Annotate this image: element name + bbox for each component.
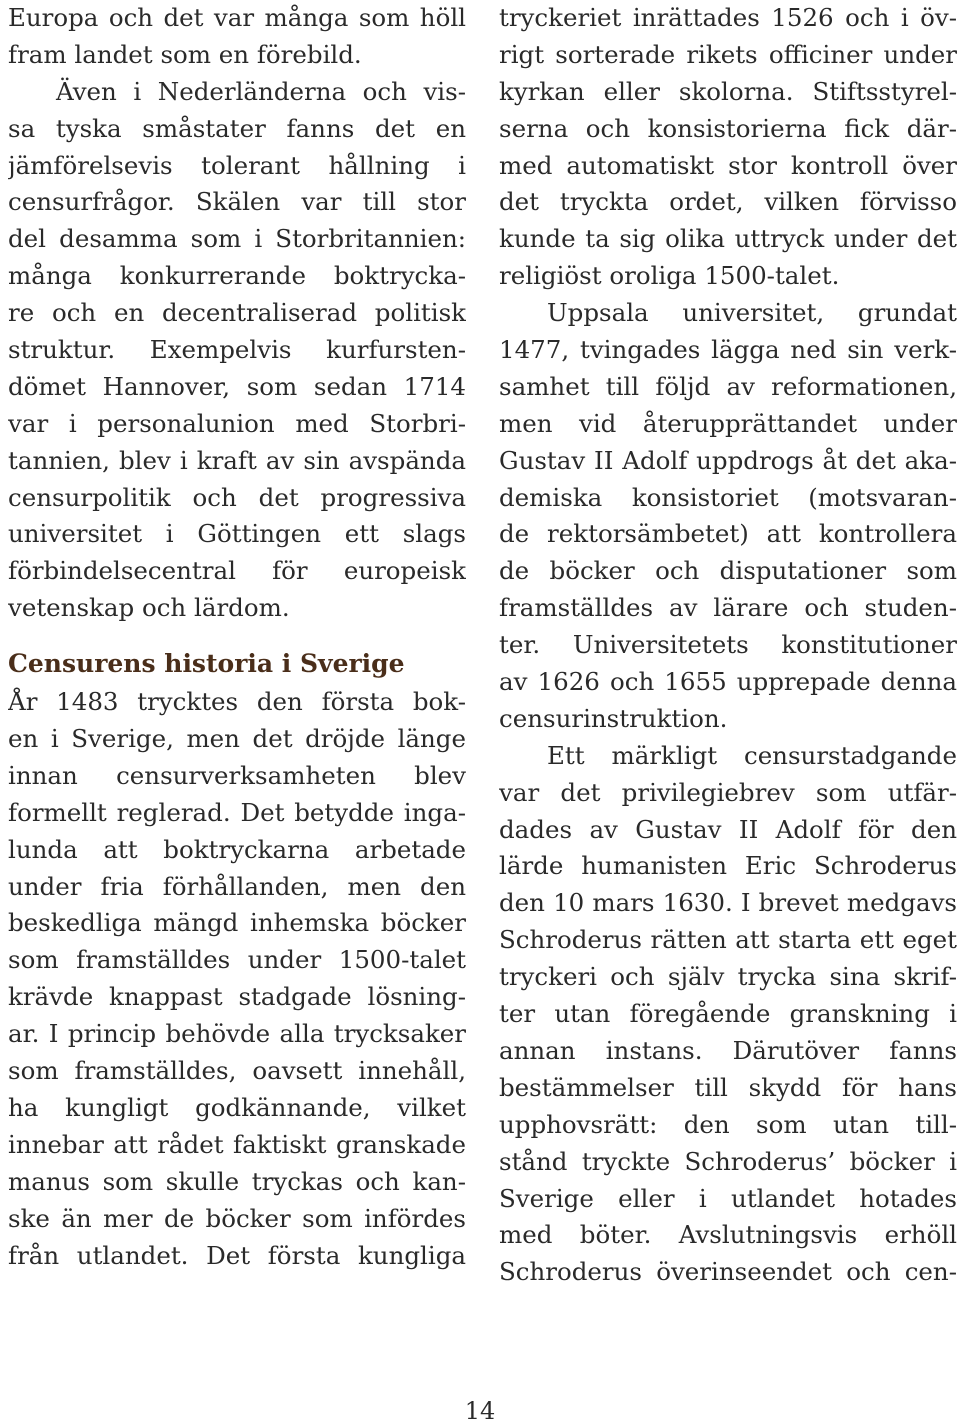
text-line: kunde ta sig olika uttryck under det [499, 224, 957, 254]
paragraph [499, 738, 957, 1291]
text-line: censurinstruktion. [499, 703, 728, 733]
text-line: ter utan föregående granskning i [499, 999, 957, 1029]
text-line: universitet i Göttingen ett slags [8, 519, 466, 549]
text-line: ar. I princip behövde alla trycksaker [8, 1019, 466, 1049]
text-line: en i Sverige, men det dröjde länge [8, 724, 466, 754]
page-number: 14 [464, 1397, 496, 1425]
text-line: annan instans. Därutöver fanns [499, 1035, 957, 1065]
text-line: det tryckta ordet, vilken förvisso [499, 187, 957, 217]
section-heading: Censurens historia i Sverige [8, 649, 405, 679]
text-line: förbindelsecentral för europeisk [8, 556, 466, 586]
text-line: beskedliga mängd inhemska böcker [8, 908, 466, 938]
paragraph [8, 0, 466, 74]
text-line: 1477, tvingades lägga ned sin verk- [499, 335, 957, 365]
text-line: med automatiskt stor kontroll över [499, 150, 957, 180]
text-line: som framställdes under 1500-talet [8, 945, 466, 975]
text-line: Schroderus överinseendet och cen- [499, 1257, 957, 1287]
text-line: Även i Nederländerna och vis- [56, 76, 466, 106]
text-line: jämförelsevis tolerant hållning i [8, 150, 466, 180]
text-line: sa tyska småstater fanns det en [8, 113, 466, 143]
text-line: dömet Hannover, som sedan 1714 [8, 371, 466, 401]
text-line: ske än mer de böcker som infördes [8, 1203, 466, 1233]
text-line: innebar att rådet faktiskt granskade [8, 1129, 466, 1159]
text-line: Uppsala universitet, grundat [547, 298, 957, 328]
text-line: var i personalunion med Storbri- [8, 408, 466, 438]
paragraph [8, 74, 466, 627]
text-line: stånd tryckte Schroderus’ böcker i [499, 1146, 957, 1176]
paragraph [8, 684, 466, 1274]
text-line: formellt reglerad. Det betydde inga- [8, 797, 466, 827]
text-line: demiska konsistoriet (motsvaran- [499, 482, 957, 512]
text-line: de böcker och disputationer som [499, 556, 957, 586]
text-line: innan censurverksamheten blev [8, 760, 466, 790]
text-line: tannien, blev i kraft av sin avspända [8, 445, 466, 475]
text-line: som framställdes, oavsett innehåll, [8, 1056, 466, 1086]
text-line: många konkurrerande boktrycka- [8, 261, 466, 291]
text-line: Gustav II Adolf uppdrogs åt det aka- [499, 445, 957, 475]
text-line: serna och konsistorierna fick där- [499, 113, 957, 143]
text-line: den 10 mars 1630. I brevet medgavs [499, 888, 957, 918]
text-line: manus som skulle tryckas och kan- [8, 1166, 466, 1196]
text-line: Schroderus rätten att starta ett eget [499, 925, 957, 955]
text-line: struktur. Exempelvis kurfursten- [8, 335, 466, 365]
text-line: under fria förhållanden, men den [8, 871, 466, 901]
text-line: kyrkan eller skolorna. Stiftsstyrel- [499, 76, 957, 106]
text-line: re och en decentraliserad politisk [8, 298, 466, 328]
text-line: fram landet som en förebild. [8, 39, 362, 69]
text-line: lunda att boktryckarna arbetade [8, 834, 466, 864]
right-column [499, 0, 957, 1291]
text-line: dades av Gustav II Adolf för den [499, 814, 957, 844]
text-line: religiöst oroliga 1500-talet. [499, 261, 840, 291]
paragraph [499, 295, 957, 738]
text-line: av 1626 och 1655 upprepade denna [499, 667, 957, 697]
text-line: Ett märkligt censurstadgande [547, 740, 957, 770]
text-line: År 1483 trycktes den första bok- [8, 687, 466, 717]
text-line: ha kungligt godkännande, vilket [8, 1092, 466, 1122]
text-line: censurpolitik och det progressiva [8, 482, 466, 512]
text-line: upphovsrätt: den som utan till- [499, 1109, 957, 1139]
text-line: lärde humanisten Eric Schroderus [499, 851, 957, 881]
text-line: var det privilegiebrev som utfär- [499, 777, 957, 807]
text-line: Sverige eller i utlandet hotades [499, 1183, 957, 1213]
text-line: med böter. Avslutningsvis erhöll [499, 1220, 957, 1250]
text-line: ter. Universitetets konstitutioner [499, 630, 957, 660]
text-line: krävde knappast stadgade lösning- [8, 982, 466, 1012]
text-line: från utlandet. Det första kungliga [8, 1240, 466, 1270]
text-line: Europa och det var många som höll [8, 3, 466, 32]
text-line: men vid återupprättandet under [499, 408, 957, 438]
text-line: del desamma som i Storbritannien: [8, 224, 466, 254]
text-line: bestämmelser till skydd för hans [499, 1072, 957, 1102]
paragraph [499, 0, 957, 295]
text-line: rigt sorterade rikets officiner under [499, 39, 957, 69]
text-line: de rektorsämbetet) att kontrollera [499, 519, 957, 549]
text-line: tryckeriet inrättades 1526 och i öv- [499, 3, 957, 32]
text-line: vetenskap och lärdom. [8, 593, 290, 623]
text-line: samhet till följd av reformationen, [499, 371, 957, 401]
left-column [8, 0, 466, 1274]
text-line: framställdes av lärare och studen- [499, 593, 957, 623]
text-line: censurfrågor. Skälen var till stor [8, 187, 466, 217]
text-line: tryckeri och själv trycka sina skrif- [499, 962, 957, 992]
